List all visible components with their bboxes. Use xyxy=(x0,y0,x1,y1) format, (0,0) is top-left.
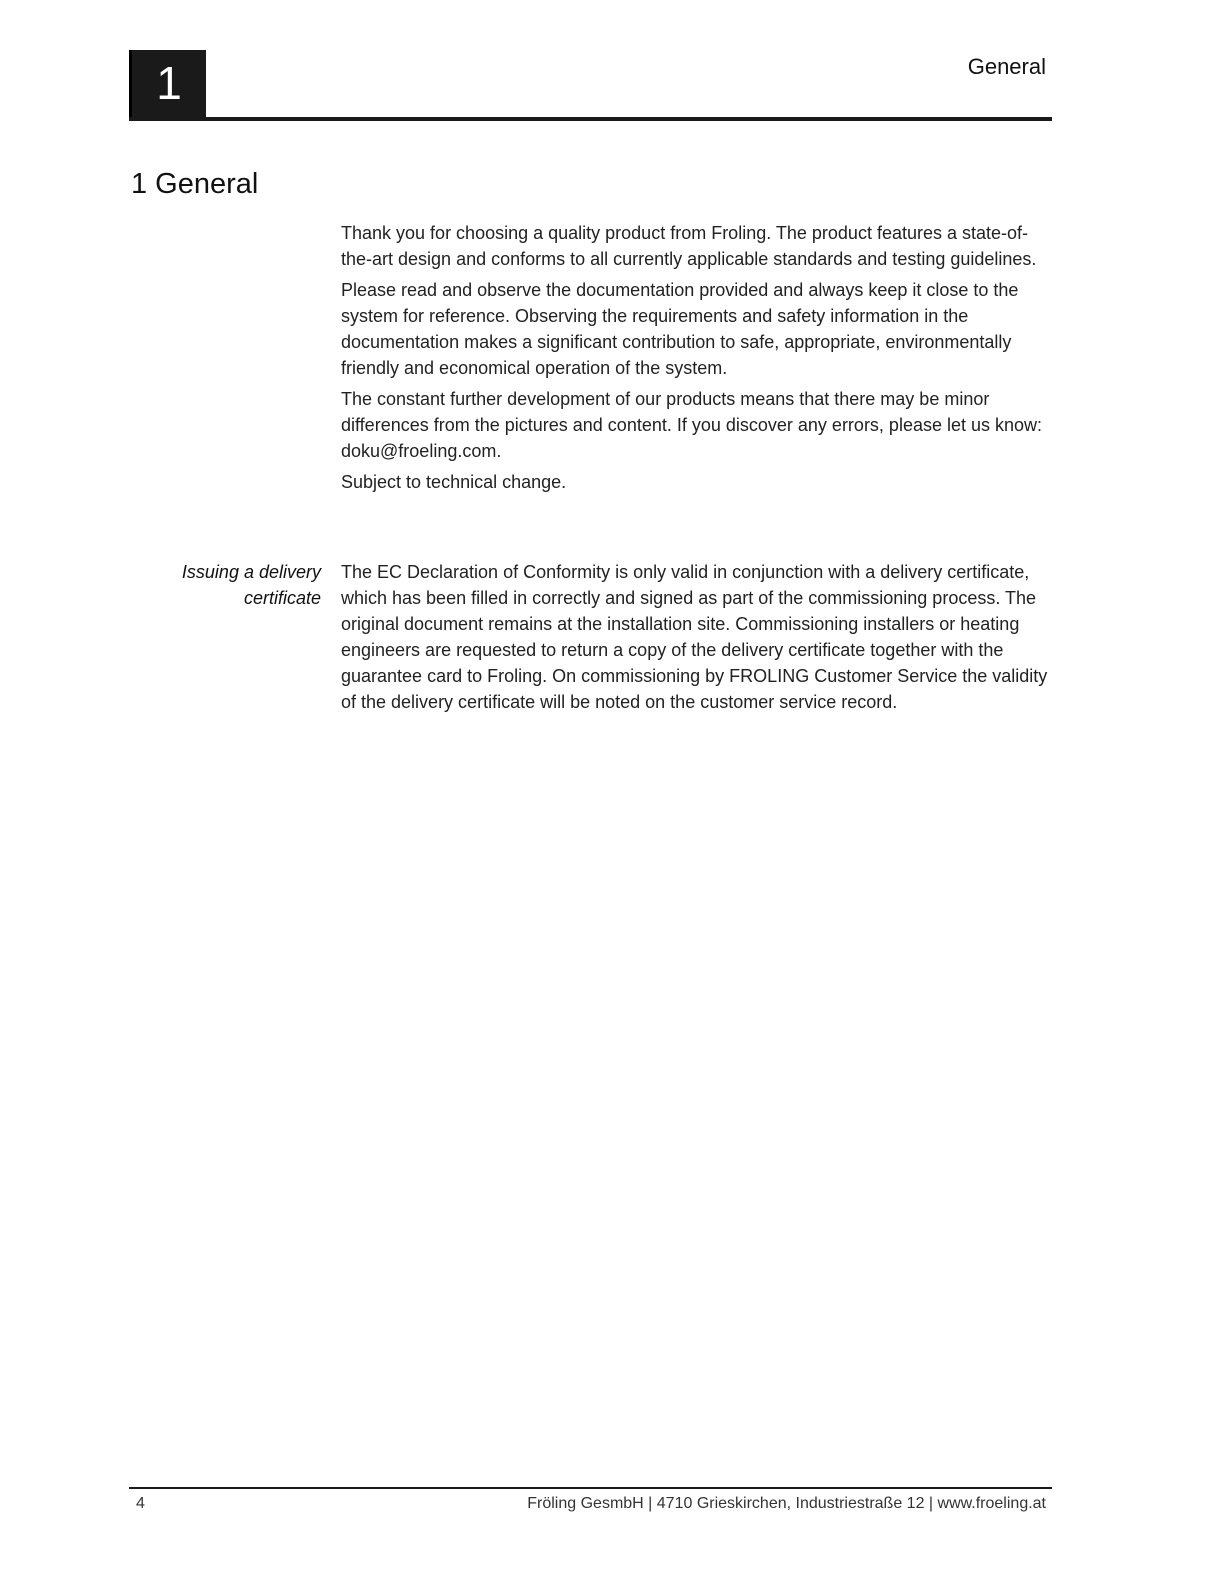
chapter-number-box xyxy=(129,50,206,120)
paragraph-development: The constant further development of our products means that there may be minor differences from the pictures and content. If you discover any errors, please let us know: doku@froeling.com. xyxy=(341,389,1043,461)
delivery-certificate-block xyxy=(341,559,1053,720)
paragraph-intro: Thank you for choosing a quality product from Froling. The product features a state-of-the-art design and conforms to all currently applicable standards and testing guidelines. xyxy=(341,223,1037,269)
header-rule xyxy=(129,117,1052,121)
paragraph-delivery-certificate: The EC Declaration of Conformity is only valid in conjunction with a delivery certificate, which has been filled in correctly and signed as part of the commissioning process. The original document remains at the installation site. Commissioning installers or heating engineers are requested to return a copy of the delivery certificate together with the guarantee card to Froling. On commissioning by FROLING Customer Service the validity of the delivery certificate will be noted on the customer service record. xyxy=(341,562,1048,712)
intro-text-block xyxy=(341,220,1053,500)
paragraph-documentation: Please read and observe the documentation provided and always keep it close to the system for reference. Observing the requirements and safety information in the documentation makes a significant contribution to safe, appropriate, environmentally friendly and economical operation of the system. xyxy=(341,280,1019,378)
paragraph-technical-change: Subject to technical change. xyxy=(341,472,567,492)
chapter-number: 1 xyxy=(156,57,182,109)
section-heading: 1 General xyxy=(131,168,259,200)
page-number: 4 xyxy=(136,1495,145,1512)
footer-rule xyxy=(129,1487,1052,1489)
footer-company-info: Fröling GesmbH | 4710 Grieskirchen, Industriestraße 12 | www.froeling.at xyxy=(527,1495,1046,1512)
margin-label-delivery-certificate: Issuing a delivery certificate xyxy=(181,562,321,608)
running-title: General xyxy=(967,54,1046,79)
